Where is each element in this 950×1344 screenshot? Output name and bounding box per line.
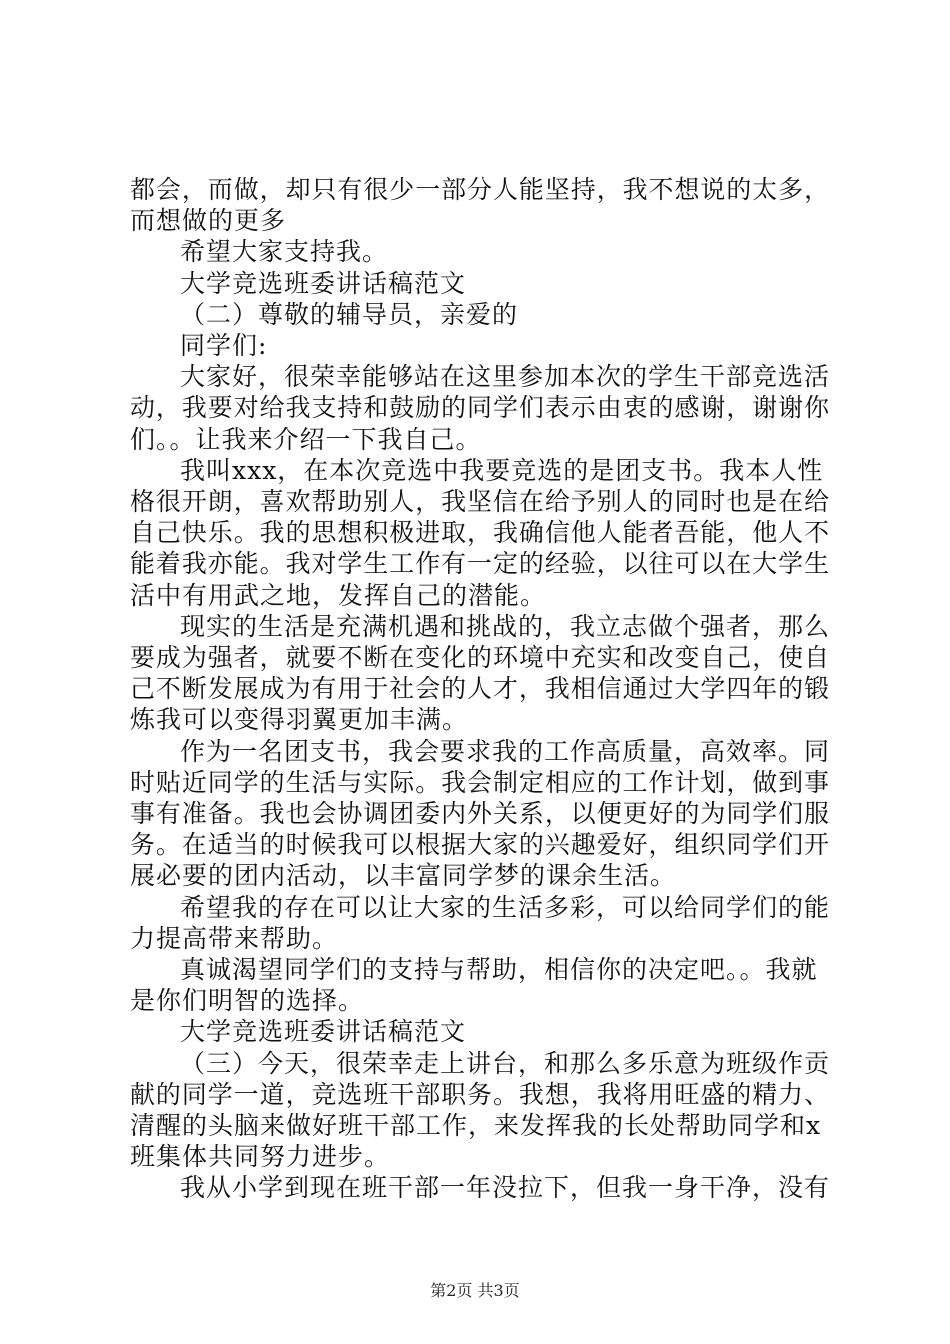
text-line: 自己快乐。我的思想积极进取，我确信他人能者吾能，他人不: [130, 518, 831, 548]
text-line: 希望大家支持我。: [180, 237, 389, 267]
page-number-label: 第2页 共3页: [430, 1281, 520, 1300]
text-line: 己不断发展成为有用于社会的人才，我相信通过大学四年的锻: [130, 674, 831, 704]
text-line: 活中有用武之地，发挥自己的潜能。: [130, 580, 547, 610]
text-line: 班集体共同努力进步。: [130, 1142, 391, 1172]
text-line: 真诚渴望同学们的支持与帮助，相信你的决定吧。。我就: [180, 955, 818, 984]
text-line: 格很开朗，喜欢帮助别人，我坚信在给予别人的同时也是在给: [130, 487, 831, 516]
text-line: 们。。让我来介绍一下我自己。: [130, 424, 482, 454]
text-line: 而想做的更多: [130, 206, 287, 236]
text-line: （二）尊敬的辅导员，亲爱的: [180, 299, 519, 329]
text-line: 事有准备。我也会协调团委内外关系，以便更好的为同学们服: [130, 799, 831, 828]
text-line: 动，我要对给我支持和鼓励的同学们表示由衷的感谢，谢谢你: [130, 393, 831, 423]
text-line: 务。在适当的时候我可以根据大家的兴趣爱好，组织同学们开: [130, 830, 831, 860]
text-line: 展必要的团内活动，以丰富同学梦的课余生活。: [130, 861, 677, 891]
text-line: 炼我可以变得羽翼更加丰满。: [130, 705, 469, 735]
text-line: 大学竞选班委讲话稿范文: [180, 1017, 467, 1047]
text-line: 现实的生活是充满机遇和挑战的，我立志做个强者，那么: [180, 611, 831, 641]
text-line: 清醒的头脑来做好班干部工作，来发挥我的长处帮助同学和x: [130, 1111, 822, 1140]
text-line: 时贴近同学的生活与实际。我会制定相应的工作计划，做到事: [130, 767, 831, 797]
text-line: 是你们明智的选择。: [130, 986, 365, 1016]
text-line: 我叫xxx，在本次竞选中我要竞选的是团支书。我本人性: [180, 455, 824, 485]
text-line: 都会，而做，却只有很少一部分人能坚持，我不想说的太多，: [130, 175, 831, 204]
page-footer: [0, 1281, 950, 1301]
text-line: 力提高带来帮助。: [130, 923, 339, 953]
text-line: 大家好，很荣幸能够站在这里参加本次的学生干部竞选活: [180, 362, 831, 392]
text-line: （三）今天，很荣幸走上讲台，和那么多乐意为班级作贡: [180, 1048, 831, 1078]
text-line: 大学竞选班委讲话稿范文: [180, 268, 467, 298]
text-line: 作为一名团支书，我会要求我的工作高质量，高效率。同: [180, 736, 831, 766]
text-line: 我从小学到现在班干部一年没拉下，但我一身干净，没有: [180, 1173, 831, 1203]
text-line: 能着我亦能。我对学生工作有一定的经验，以往可以在大学生: [130, 549, 831, 579]
text-line: 同学们:: [180, 331, 268, 360]
text-line: 希望我的存在可以让大家的生活多彩，可以给同学们的能: [180, 892, 831, 922]
text-line: 要成为强者，就要不断在变化的环境中充实和改变自己，使自: [130, 643, 831, 672]
text-line: 献的同学一道，竞选班干部职务。我想，我将用旺盛的精力、: [130, 1079, 831, 1109]
